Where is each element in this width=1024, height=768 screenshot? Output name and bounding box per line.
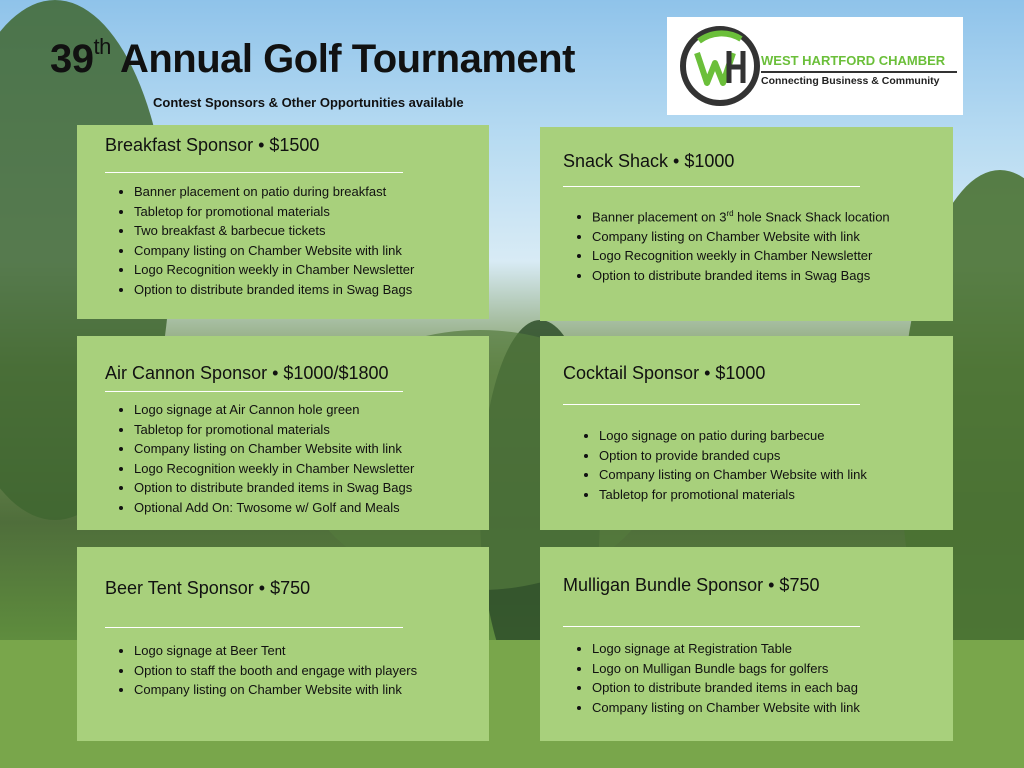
list-item: • Two breakfast & barbecue tickets xyxy=(134,221,414,241)
logo-divider xyxy=(761,71,957,73)
card-list xyxy=(116,182,414,299)
list-item: • Company listing on Chamber Website with link xyxy=(592,227,890,247)
sponsor-card-air-cannon xyxy=(77,336,489,530)
card-divider xyxy=(105,172,403,173)
sponsor-card-snack-shack xyxy=(540,127,953,321)
list-item: • Option to distribute branded items in Swag Bags xyxy=(592,266,890,286)
card-title: Beer Tent Sponsor • $750 xyxy=(105,578,311,598)
list-item: • Option to staff the booth and engage with players xyxy=(134,661,417,681)
list-item: • Option to provide branded cups xyxy=(599,446,867,466)
list-item: • Logo signage on patio during barbecue xyxy=(599,426,867,446)
card-list xyxy=(581,426,867,504)
list-item: • Company listing on Chamber Website with link xyxy=(134,439,414,459)
list-item: • Logo Recognition weekly in Chamber Newsletter xyxy=(134,260,414,280)
list-item: • Logo Recognition weekly in Chamber Newsletter xyxy=(592,246,890,266)
list-item: • Company listing on Chamber Website with link xyxy=(592,698,860,718)
card-divider xyxy=(563,626,860,627)
card-title: Mulligan Bundle Sponsor • $750 xyxy=(563,575,820,595)
list-item: • Logo signage at Registration Table xyxy=(592,639,860,659)
list-item: • Logo Recognition weekly in Chamber Newsletter xyxy=(134,459,414,479)
card-divider xyxy=(563,186,860,187)
card-title: Air Cannon Sponsor • $1000/$1800 xyxy=(105,363,389,383)
list-item: • Logo signage at Beer Tent xyxy=(134,641,417,661)
page-title: 39th Annual Golf Tournament xyxy=(50,34,575,81)
card-list xyxy=(574,204,890,285)
list-item: • Company listing on Chamber Website with link xyxy=(134,241,414,261)
list-item: • Tabletop for promotional materials xyxy=(134,202,414,222)
list-item: • Banner placement on patio during breakfast xyxy=(134,182,414,202)
list-item: • Optional Add On: Twosome w/ Golf and Meals xyxy=(134,498,414,518)
sponsor-card-cocktail xyxy=(540,336,953,530)
list-item: • Option to distribute branded items in Swag Bags xyxy=(134,280,414,300)
subtitle: Contest Sponsors & Other Opportunities available xyxy=(153,95,464,110)
card-title: Breakfast Sponsor • $1500 xyxy=(105,135,320,155)
list-item: • Company listing on Chamber Website with link xyxy=(599,465,867,485)
list-item: • Company listing on Chamber Website with link xyxy=(134,680,417,700)
list-item: • Banner placement on 3rd hole Snack Shack location xyxy=(592,204,890,227)
card-title: Snack Shack • $1000 xyxy=(563,151,735,171)
card-divider xyxy=(105,391,403,392)
list-item: • Tabletop for promotional materials xyxy=(134,420,414,440)
chamber-logo xyxy=(667,17,963,115)
card-title: Cocktail Sponsor • $1000 xyxy=(563,363,766,383)
logo-name: WEST HARTFORD CHAMBER xyxy=(761,53,946,68)
list-item: • Logo signage at Air Cannon hole green xyxy=(134,400,414,420)
card-divider xyxy=(105,627,403,628)
card-divider xyxy=(563,404,860,405)
list-item: • Logo on Mulligan Bundle bags for golfers xyxy=(592,659,860,679)
logo-tagline: Connecting Business & Community xyxy=(761,75,940,87)
list-item: • Tabletop for promotional materials xyxy=(599,485,867,505)
card-list xyxy=(574,639,860,717)
card-list xyxy=(116,641,417,700)
wh-chamber-logo-icon xyxy=(677,23,763,109)
card-list xyxy=(116,400,414,517)
list-item: • Option to distribute branded items in each bag xyxy=(592,678,860,698)
sponsor-card-breakfast xyxy=(77,125,489,319)
list-item: • Option to distribute branded items in Swag Bags xyxy=(134,478,414,498)
sponsor-card-mulligan-bundle xyxy=(540,547,953,741)
sponsor-card-beer-tent xyxy=(77,547,489,741)
